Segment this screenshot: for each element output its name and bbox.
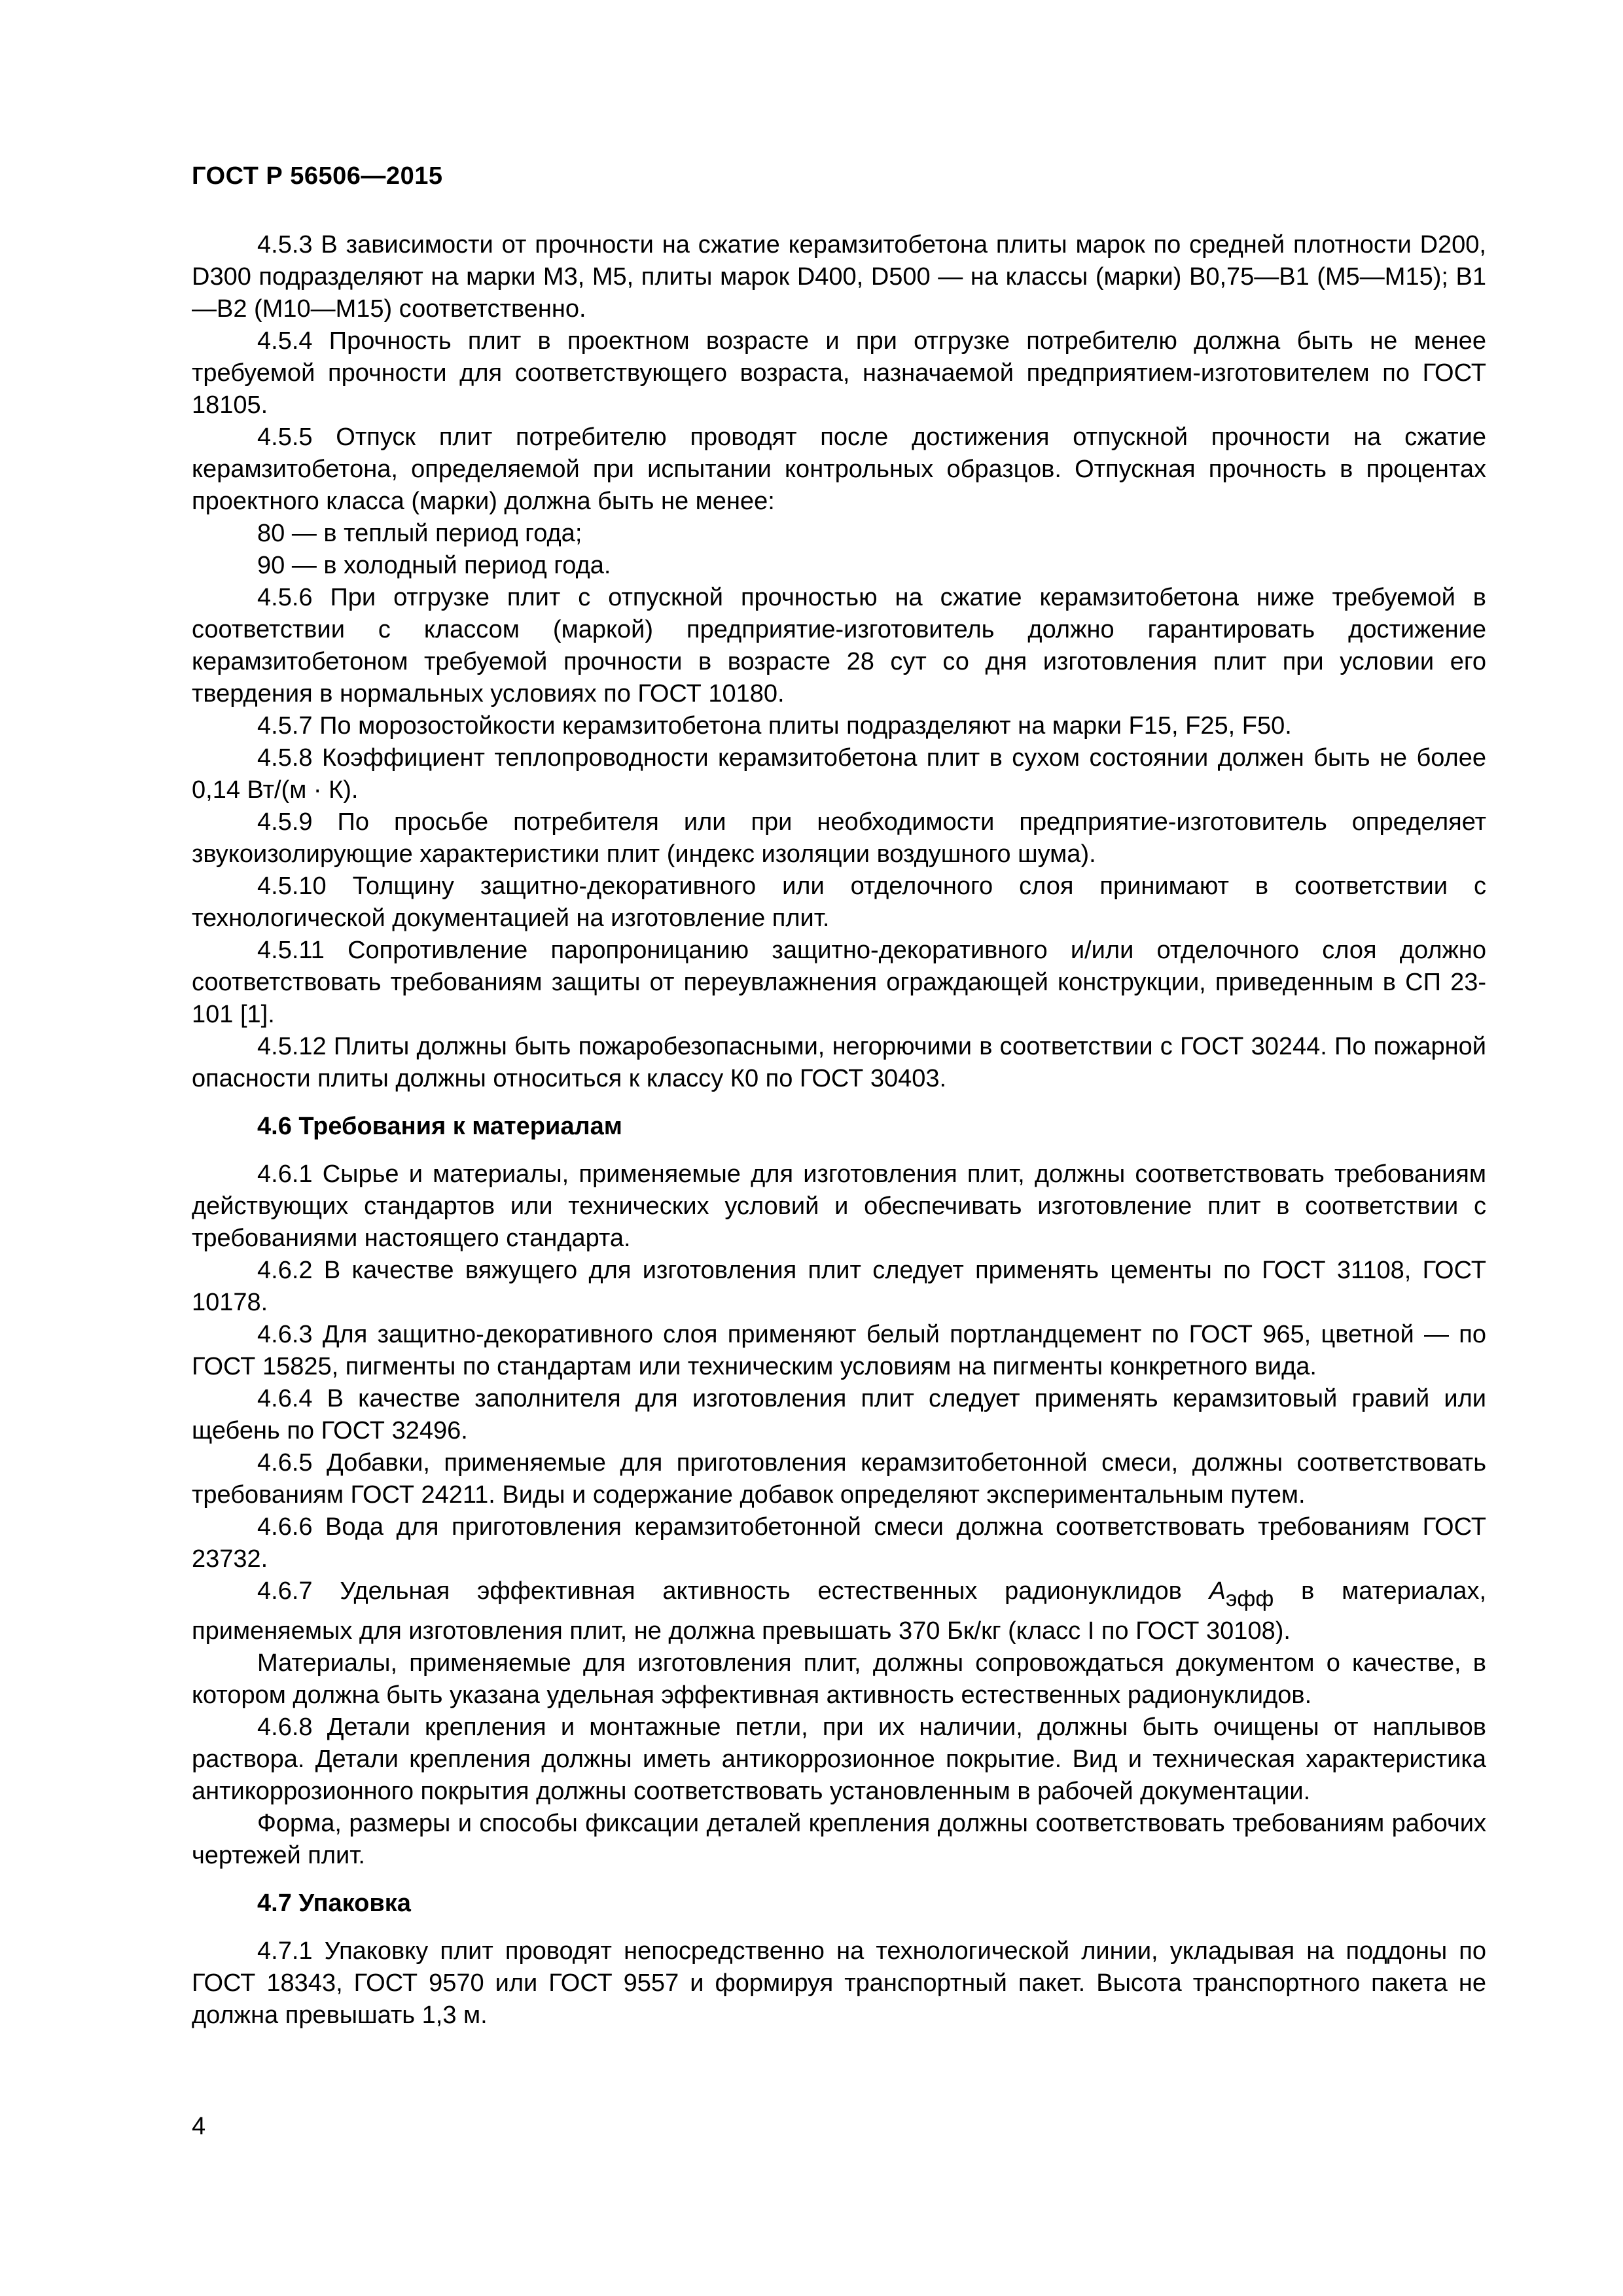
- list-item-cold-period: 90 — в холодный период года.: [257, 552, 611, 579]
- paragraph-4-5-9: 4.5.9 По просьбе потребителя или при необходимости предприятие-изготовитель определяет звукоизолирующие характеристики плит (индекс изоляции воздушного шума).: [192, 808, 1486, 868]
- paragraph-4-6-6: 4.6.6 Вода для приготовления керамзитобетонной смеси должна соответствовать требованиям ГОСТ 23732.: [192, 1513, 1486, 1573]
- paragraph-4-7-1: 4.7.1 Упаковку плит проводят непосредственно на технологической линии, укладывая на поддоны по ГОСТ 18343, ГОСТ 9570 или ГОСТ 9557 и формируя транспортный пакет. Высота транспортного пакета не должна превышать 1,3 м.: [192, 1937, 1486, 2029]
- paragraph-4-5-4: 4.5.4 Прочность плит в проектном возрасте и при отгрузке потребителю должна быть не менее требуемой прочности для соответствующего возраста, назначаемой предприятием-изготовителем по ГОСТ 18105.: [192, 327, 1486, 419]
- activity-subscript: эфф: [1226, 1587, 1274, 1611]
- paragraph-4-5-5: 4.5.5 Отпуск плит потребителю проводят после достижения отпускной прочности на сжатие керамзитобетона, определяемой при испытании контрольных образцов. Отпускная прочность в процентах проектного класса (марки) должна быть не менее:: [192, 423, 1486, 515]
- paragraph-4-6-2: 4.6.2 В качестве вяжущего для изготовления плит следует применять цементы по ГОСТ 31108, ГОСТ 10178.: [192, 1257, 1486, 1316]
- document-code-header: ГОСТ Р 56506—2015: [192, 162, 443, 190]
- paragraph-fixing-details-form: Форма, размеры и способы фиксации деталей крепления должны соответствовать требованиям рабочих чертежей плит.: [192, 1810, 1486, 1869]
- paragraph-4-6-8: 4.6.8 Детали крепления и монтажные петли, при их наличии, должны быть очищены от наплывов раствора. Детали крепления должны иметь антикоррозионное покрытие. Вид и техническая характеристика антикоррозионного покрытия должны соответствовать установленным в рабочей документации.: [192, 1713, 1486, 1805]
- paragraph-4-5-7: 4.5.7 По морозостойкости керамзитобетона плиты подразделяют на марки F15, F25, F50.: [257, 712, 1292, 740]
- paragraph-4-5-6: 4.5.6 При отгрузке плит с отпускной прочностью на сжатие керамзитобетона ниже требуемой в соответствии с классом (маркой) предприятие-изготовитель должно гарантировать достижение керамзитобетоном требуемой прочности в возрасте 28 сут со дня изготовления плит при условии его твердения в нормальных условиях по ГОСТ 10180.: [192, 584, 1486, 708]
- activity-symbol: A: [1209, 1577, 1226, 1605]
- paragraph-4-5-8: 4.5.8 Коэффициент теплопроводности керамзитобетона плит в сухом состоянии должен быть не более 0,14 Вт/(м · К).: [192, 744, 1486, 804]
- page-number: 4: [192, 2113, 206, 2140]
- document-body: [192, 229, 1486, 2032]
- paragraph-4-6-3: 4.6.3 Для защитно-декоративного слоя применяют белый портландцемент по ГОСТ 965, цветной — по ГОСТ 15825, пигменты по стандартам или техническим условиям на пигменты конкретного вида.: [192, 1321, 1486, 1380]
- paragraph-4-5-12: 4.5.12 Плиты должны быть пожаробезопасными, негорючими в соответствии с ГОСТ 30244. По пожарной опасности плиты должны относиться к классу К0 по ГОСТ 30403.: [192, 1033, 1486, 1092]
- paragraph-4-6-5: 4.6.5 Добавки, применяемые для приготовления керамзитобетонной смеси, должны соответствовать требованиям ГОСТ 24211. Виды и содержание добавок определяют экспериментальным путем.: [192, 1449, 1486, 1509]
- paragraph-4-5-10: 4.5.10 Толщину защитно-декоративного или отделочного слоя принимают в соответствии с технологической документацией на изготовление плит.: [192, 872, 1486, 932]
- section-heading-4-7: 4.7 Упаковка: [257, 1890, 411, 1917]
- paragraph-4-6-7-text-after: в материалах, применяемых для изготовления плит, не должна превышать 370 Бк/кг (класс I по ГОСТ 30108).: [192, 1577, 1486, 1645]
- paragraph-4-5-3: 4.5.3 В зависимости от прочности на сжатие керамзитобетона плиты марок по средней плотности D200, D300 подразделяют на марки М3, М5, плиты марок D400, D500 — на классы (марки) В0,75—В1 (М5—М15); В1—В2 (М10—М15) соответственно.: [192, 231, 1486, 323]
- paragraph-materials-quality-document: Материалы, применяемые для изготовления плит, должны сопровождаться документом о качестве, в котором должна быть указана удельная эффективная активность естественных радионуклидов.: [192, 1649, 1486, 1709]
- paragraph-4-6-7-text-before: 4.6.7 Удельная эффективная активность естественных радионуклидов: [257, 1577, 1209, 1605]
- paragraph-4-6-7: [192, 1575, 1486, 1647]
- section-heading-4-6: 4.6 Требования к материалам: [257, 1113, 622, 1140]
- paragraph-4-6-4: 4.6.4 В качестве заполнителя для изготовления плит следует применять керамзитовый гравий или щебень по ГОСТ 32496.: [192, 1385, 1486, 1444]
- paragraph-4-6-1: 4.6.1 Сырье и материалы, применяемые для изготовления плит, должны соответствовать требованиям действующих стандартов или технических условий и обеспечивать изготовление плит в соответствии с требованиями настоящего стандарта.: [192, 1160, 1486, 1252]
- paragraph-4-5-11: 4.5.11 Сопротивление паропроницанию защитно-декоративного и/или отделочного слоя должно соответствовать требованиям защиты от переувлажнения ограждающей конструкции, приведенным в СП 23-101 [1].: [192, 937, 1486, 1028]
- list-item-warm-period: 80 — в теплый период года;: [257, 520, 582, 547]
